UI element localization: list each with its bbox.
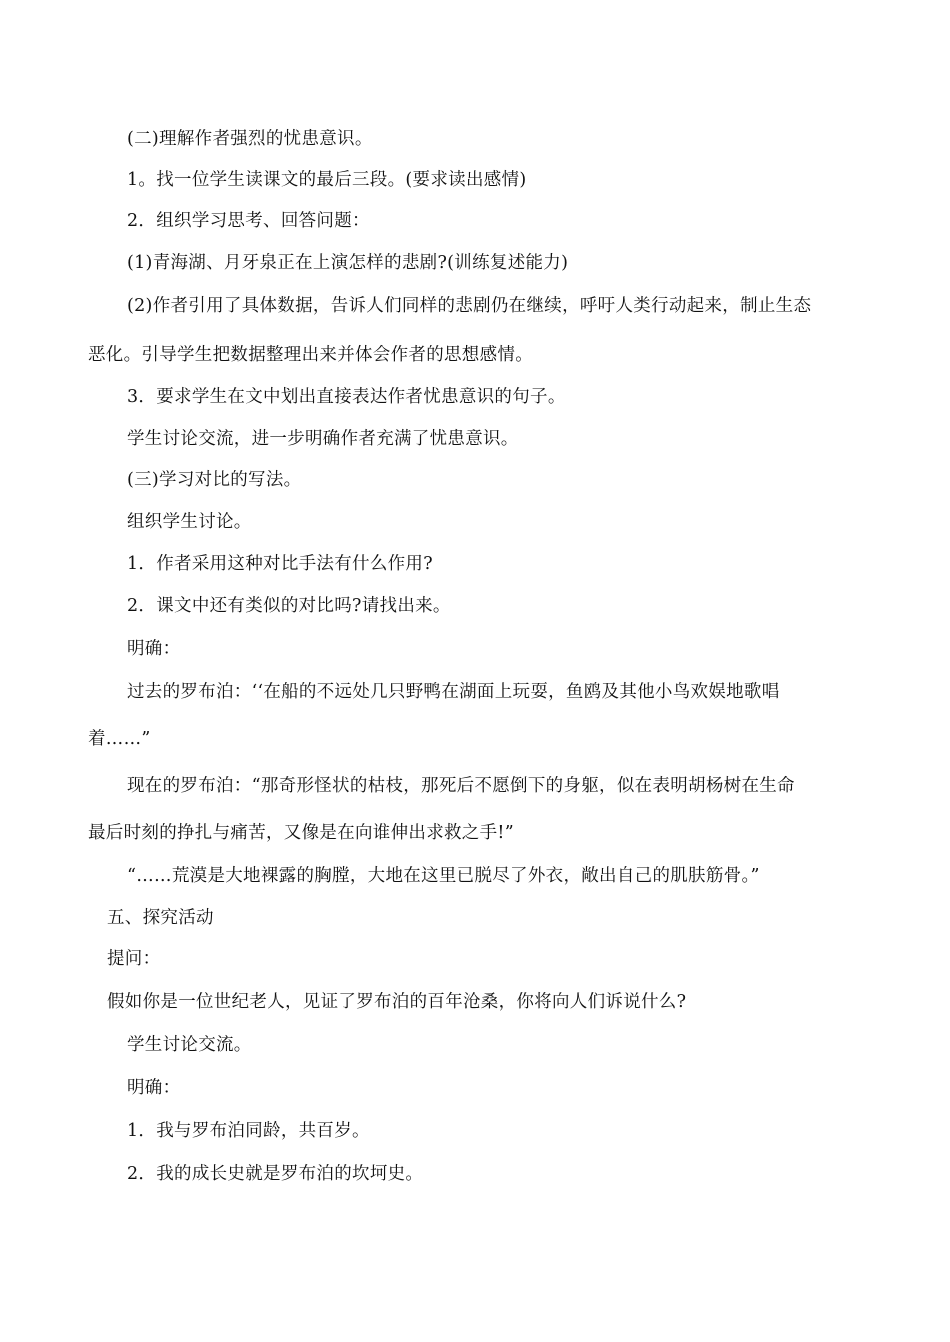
section-heading-5: 五、探究活动 [107, 908, 214, 928]
step-1: 1。找一位学生读课文的最后三段。(要求读出感情) [127, 170, 527, 190]
section-heading-2: (二)理解作者强烈的忧患意识。 [127, 129, 373, 149]
present-lop-nur-line-1: 现在的罗布泊：“那奇形怪状的枯枝，那死后不愿倒下的身躯，似在表明胡杨树在生命 [127, 776, 795, 796]
clarify-label-1: 明确： [127, 639, 181, 659]
inquiry-question: 假如你是一位世纪老人，见证了罗布泊的百年沧桑，你将向人们诉说什么? [107, 992, 687, 1012]
answer-2: 2．我的成长史就是罗布泊的坎坷史。 [127, 1164, 424, 1184]
discussion-note: 学生讨论交流，进一步明确作者充满了忧患意识。 [127, 429, 519, 449]
section-heading-3: (三)学习对比的写法。 [127, 470, 302, 490]
clarify-label-2: 明确： [127, 1078, 181, 1098]
step-2: 2．组织学习思考、回答问题： [127, 211, 370, 231]
past-lop-nur-line-2: 着……” [88, 729, 151, 749]
desert-quote: “……荒漠是大地裸露的胸膛，大地在这里已脱尽了外衣，敞出自己的肌肤筋骨。” [127, 866, 760, 886]
answer-1: 1．我与罗布泊同龄，共百岁。 [127, 1121, 370, 1141]
contrast-question-1: 1．作者采用这种对比手法有什么作用? [127, 554, 433, 574]
step-3: 3．要求学生在文中划出直接表达作者忧患意识的句子。 [127, 387, 566, 407]
question-2-line-1: (2)作者引用了具体数据，告诉人们同样的悲剧仍在继续，呼吁人类行动起来，制止生态 [127, 296, 812, 316]
contrast-question-2: 2．课文中还有类似的对比吗?请找出来。 [127, 596, 451, 616]
organize-discussion: 组织学生讨论。 [127, 512, 252, 532]
question-1: (1)青海湖、月牙泉正在上演怎样的悲剧?(训练复述能力) [127, 253, 569, 273]
present-lop-nur-line-2: 最后时刻的挣扎与痛苦，又像是在向谁伸出求救之手!” [88, 823, 514, 843]
student-discussion: 学生讨论交流。 [127, 1035, 252, 1055]
question-label: 提问： [107, 949, 161, 969]
past-lop-nur-line-1: 过去的罗布泊：‘‘在船的不远处几只野鸭在湖面上玩耍，鱼鸥及其他小鸟欢娱地歌唱 [127, 682, 780, 702]
question-2-line-2: 恶化。引导学生把数据整理出来并体会作者的思想感情。 [88, 345, 533, 365]
